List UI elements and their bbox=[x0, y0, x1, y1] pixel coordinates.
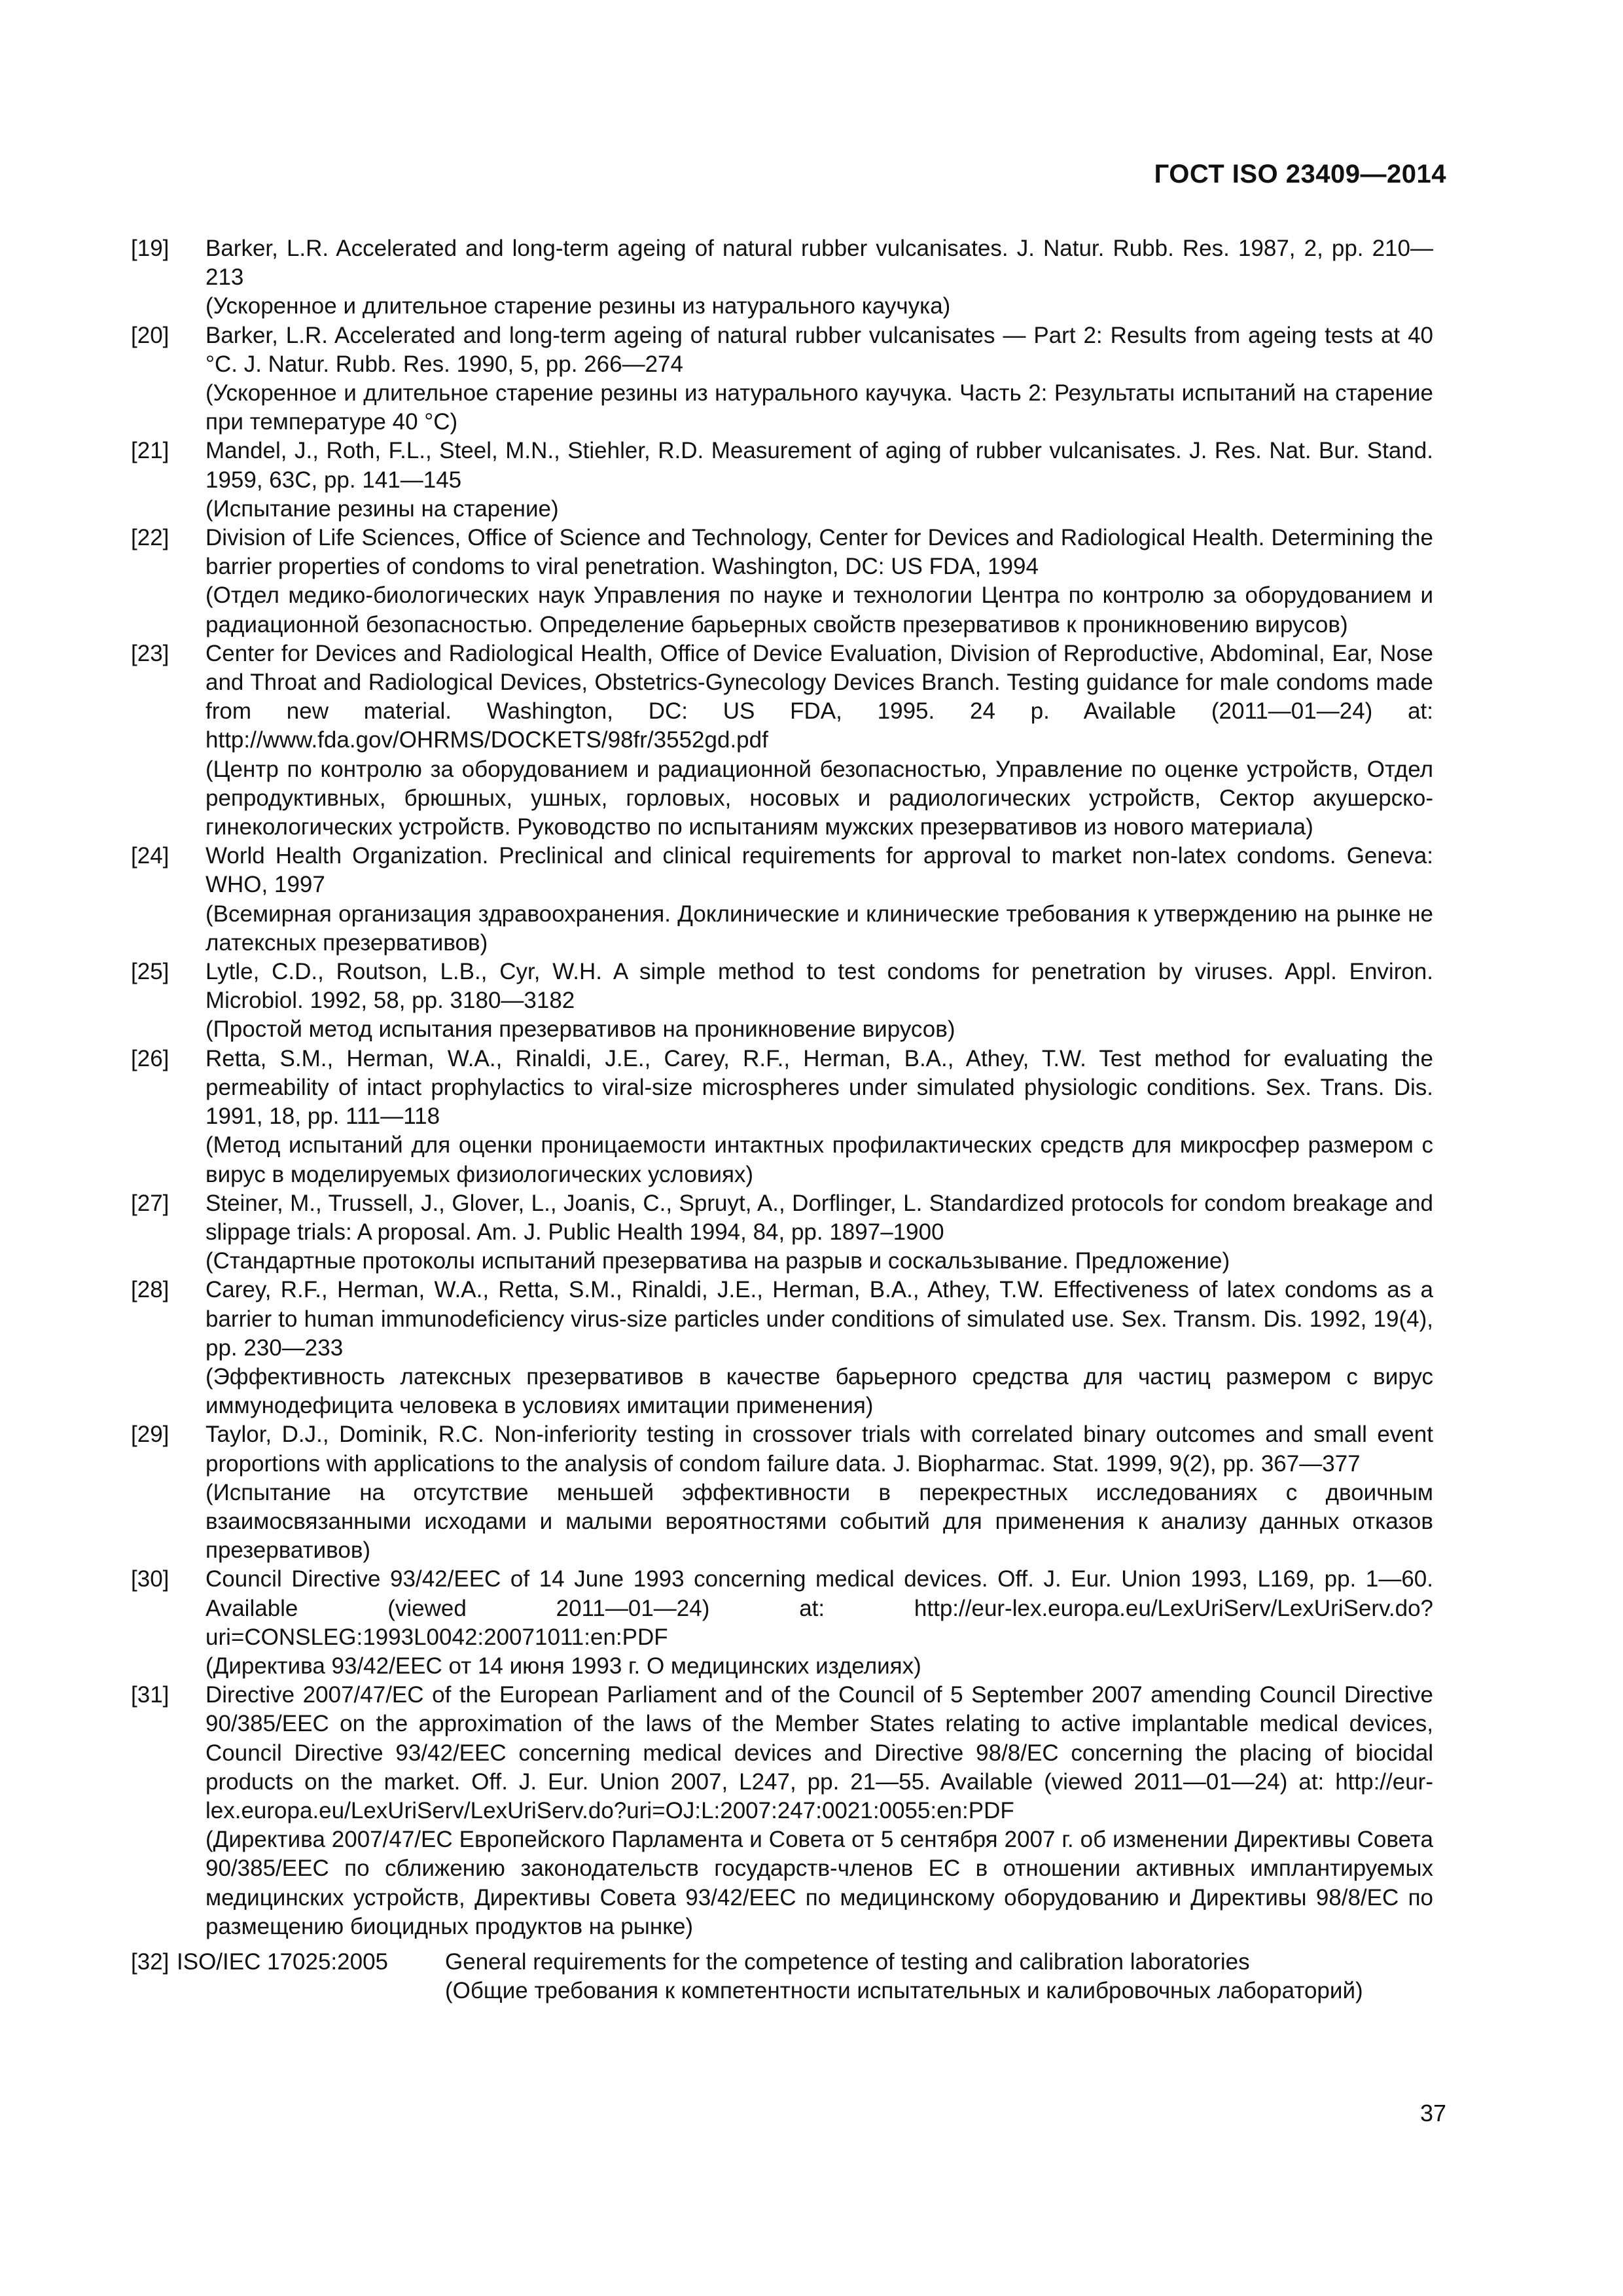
reference-citation: Retta, S.M., Herman, W.A., Rinaldi, J.E., Carey, R.F., Herman, B.A., Athey, T.W. Test method for evaluating the permeability of intact prophylactics to viral-size microspheres under simulated physiologic conditions. Sex. Trans. Dis. 1991, 18, pp. 111—118 bbox=[205, 1045, 1433, 1130]
reference-number: [32] bbox=[131, 1948, 169, 1975]
reference-citation: Taylor, D.J., Dominik, R.C. Non-inferiority testing in crossover trials with correlated binary outcomes and small event proportions with applications to the analysis of condom failure data. J. Biopharmac. Stat. 1999, 9(2), pp. 367—377 bbox=[205, 1422, 1433, 1477]
reference-translation: (Ускоренное и длительное старение резины из натурального каучука) bbox=[205, 293, 951, 319]
reference-translation: (Испытание на отсутствие меньшей эффективности в перекрестных исследованиях с двоичным взаимосвязанными исходами и малыми вероятностями событий для применения к анализу данных отказов презервативов) bbox=[205, 1479, 1433, 1564]
reference-item-20 bbox=[131, 321, 1433, 437]
reference-number: [26] bbox=[131, 1045, 169, 1071]
reference-number: [23] bbox=[131, 640, 169, 666]
reference-translation: (Простой метод испытания презервативов на проникновение вирусов) bbox=[205, 1016, 955, 1043]
reference-translation: (Метод испытаний для оценки проницаемости интактных профилактических средств для микросфер размером с вирус в моделируемых физиологических условиях) bbox=[205, 1132, 1433, 1187]
reference-number: [22] bbox=[131, 525, 169, 551]
reference-item-32 bbox=[131, 1948, 1433, 2005]
reference-citation: General requirements for the competence of testing and calibration laboratories bbox=[445, 1948, 1250, 1975]
reference-number: [25] bbox=[131, 959, 169, 985]
standard-code: ISO/IEC 17025:2005 bbox=[177, 1948, 388, 1975]
reference-citation: Council Directive 93/42/EEC of 14 June 1993 concerning medical devices. Off. J. Eur. Union 1993, L169, pp. 1—60. Available (viewed 2011—01—24) at: http://eur-lex.europa.eu/LexUriServ/LexUriServ.do?uri=CONSLEG:1993L0042:20071011:en:PDF bbox=[205, 1566, 1433, 1650]
reference-citation: Division of Life Sciences, Office of Science and Technology, Center for Devices and Radiological Health. Determining the barrier properties of condoms to viral penetration. Washington, DC: US FDA, 1994 bbox=[205, 525, 1433, 580]
reference-item-24 bbox=[131, 842, 1433, 958]
reference-item-26 bbox=[131, 1045, 1433, 1189]
reference-translation: (Отдел медико-биологических наук Управления по науке и технологии Центра по контролю за оборудованием и радиационной безопасностью. Определение барьерных свойств презервативов к проникновению вирусов) bbox=[205, 583, 1433, 637]
reference-citation: Barker, L.R. Accelerated and long-term ageing of natural rubber vulcanisates. J. Natur. Rubb. Res. 1987, 2, pp. 210—213 bbox=[205, 236, 1433, 291]
bibliography-list bbox=[131, 234, 1433, 2005]
page-number: 37 bbox=[1419, 2100, 1446, 2126]
reference-item-31 bbox=[131, 1681, 1433, 1941]
reference-translation: (Всемирная организация здравоохранения. Доклинические и клинические требования к утверждению на рынке не латексных презервативов) bbox=[205, 901, 1433, 956]
reference-number: [19] bbox=[131, 236, 169, 261]
reference-item-19 bbox=[131, 234, 1433, 321]
reference-citation: Barker, L.R. Accelerated and long-term ageing of natural rubber vulcanisates — Part 2: Results from ageing tests at 40 °C. J. Natur. Rubb. Res. 1990, 5, pp. 266—274 bbox=[205, 322, 1433, 377]
reference-number: [28] bbox=[131, 1277, 169, 1303]
reference-number: [30] bbox=[131, 1566, 169, 1592]
reference-citation: Mandel, J., Roth, F.L., Steel, M.N., Stiehler, R.D. Measurement of aging of rubber vulcanisates. J. Res. Nat. Bur. Stand. 1959, 63C, pp. 141—145 bbox=[205, 438, 1433, 493]
reference-item-28 bbox=[131, 1276, 1433, 1420]
reference-item-30 bbox=[131, 1565, 1433, 1681]
reference-number: [24] bbox=[131, 843, 169, 869]
reference-number: [31] bbox=[131, 1682, 169, 1708]
reference-item-25 bbox=[131, 958, 1433, 1045]
reference-item-22 bbox=[131, 524, 1433, 639]
reference-citation: Directive 2007/47/EC of the European Parliament and of the Council of 5 September 2007 amending Council Directive 90/385/EEC on the approximation of the laws of the Member States relating to active implantable medical devices, Council Directive 93/42/EEC concerning medical devices and Directive 98/8/EC concerning the placing of biocidal products on the market. Off. J. Eur. Union 2007, L247, pp. 21—55. Available (viewed 2011—01—24) at: http://eur-lex.europa.eu/LexUriServ/LexUriServ.do?uri=OJ:L:2007:247:0021:0055:en:PDF bbox=[205, 1682, 1433, 1823]
reference-translation: (Эффективность латексных презервативов в качестве барьерного средства для частиц размером с вирус иммунодефицита человека в условиях имитации применения) bbox=[205, 1363, 1433, 1419]
reference-number: [27] bbox=[131, 1190, 169, 1216]
reference-translation: (Директива 2007/47/ЕС Европейского Парламента и Совета от 5 сентября 2007 г. об изменении Директивы Совета 90/385/ЕЕС по сближению законодательств государств-членов ЕС в отношении активных имплантируемых медицинских устройств, Директивы Совета 93/42/ЕЕС по медицинскому оборудованию и Директивы 98/8/ЕС по размещению биоцидных продуктов на рынке) bbox=[205, 1827, 1433, 1939]
reference-item-27 bbox=[131, 1189, 1433, 1276]
reference-item-29 bbox=[131, 1420, 1433, 1565]
reference-citation: World Health Organization. Preclinical and clinical requirements for approval to market non-latex condoms. Geneva: WHO, 1997 bbox=[205, 843, 1433, 898]
reference-translation: (Общие требования к компетентности испытательных и калибровочных лабораторий) bbox=[445, 1978, 1363, 2004]
reference-translation: (Стандартные протоколы испытаний презерватива на разрыв и соскальзывание. Предложение) bbox=[205, 1248, 1230, 1274]
document-standard-header: ГОСТ ISO 23409—2014 bbox=[1154, 160, 1446, 188]
reference-translation: (Директива 93/42/ЕЕС от 14 июня 1993 г. О медицинских изделиях) bbox=[205, 1653, 921, 1679]
reference-number: [21] bbox=[131, 438, 169, 464]
reference-translation: (Центр по контролю за оборудованием и радиационной безопасностью, Управление по оценке устройств, Отдел репродуктивных, брюшных, ушных, горловых, носовых и радиологических устройств, Сектор акушерско-гинекологических устройств. Руководство по испытаниям мужских презервативов из нового материала) bbox=[205, 756, 1433, 840]
reference-translation: (Испытание резины на старение) bbox=[205, 495, 559, 522]
reference-citation: Center for Devices and Radiological Health, Office of Device Evaluation, Division of Reproductive, Abdominal, Ear, Nose and Throat and Radiological Devices, Obstetrics-Gynecology Devices Branch. Testing guidance for male condoms made from new material. Washington, DC: US FDA, 1995. 24 p. Available (2011—01—24) at: http://www.fda.gov/OHRMS/DOCKETS/98fr/3552gd.pdf bbox=[205, 640, 1433, 753]
reference-number: [20] bbox=[131, 322, 169, 348]
reference-citation: Lytle, C.D., Routson, L.B., Cyr, W.H. A simple method to test condoms for penetration by viruses. Appl. Environ. Microbiol. 1992, 58, pp. 3180—3182 bbox=[205, 959, 1433, 1014]
reference-citation: Carey, R.F., Herman, W.A., Retta, S.M., Rinaldi, J.E., Herman, B.A., Athey, T.W. Effectiveness of latex condoms as a barrier to human immunodeficiency virus-size particles under conditions of simulated use. Sex. Transm. Dis. 1992, 19(4), pp. 230—233 bbox=[205, 1277, 1433, 1361]
reference-citation: Steiner, M., Trussell, J., Glover, L., Joanis, C., Spruyt, A., Dorflinger, L. Standardized protocols for condom breakage and slippage trials: A proposal. Am. J. Public Health 1994, 84, pp. 1897–1900 bbox=[205, 1190, 1433, 1245]
reference-number: [29] bbox=[131, 1422, 169, 1448]
reference-item-23 bbox=[131, 639, 1433, 842]
reference-item-21 bbox=[131, 437, 1433, 524]
reference-translation: (Ускоренное и длительное старение резины из натурального каучука. Часть 2: Результаты испытаний на старение при температуре 40 °С) bbox=[205, 380, 1433, 435]
